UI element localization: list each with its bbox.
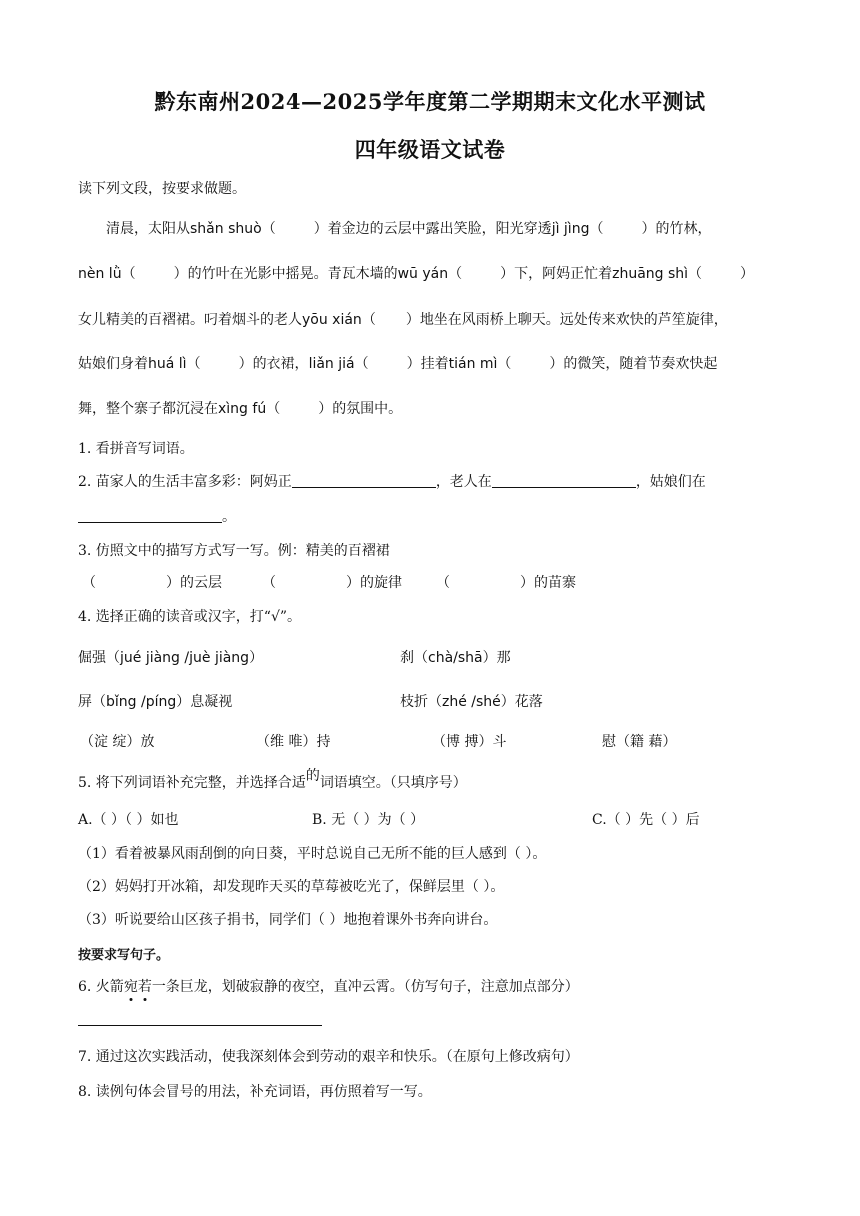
q4-item-2[interactable]: 刹（chà/shā）那: [400, 650, 511, 666]
question-text: ，姑娘们在: [635, 474, 706, 490]
dotted-char: 若: [138, 976, 152, 996]
pinyin: liǎn jiá: [308, 356, 355, 372]
passage-text: 姑娘们身着: [78, 356, 148, 372]
pinyin-choice[interactable]: chà/shā: [428, 650, 483, 666]
passage-text: 地坐在风雨桥上聊天。远处传来欢快的芦笙旋律，: [419, 312, 728, 328]
exam-title-line2: 四年级语文试卷: [354, 137, 506, 162]
q4-char-1[interactable]: （淀 绽）放: [80, 734, 155, 750]
question-4: 4. 选择正确的读音或汉字，打“√”。: [78, 609, 302, 625]
passage-text: 的竹叶在光影中摇晃。青瓦木墙的: [187, 266, 398, 282]
answer-line[interactable]: [78, 508, 222, 523]
question-5: [78, 768, 467, 792]
question-6: [78, 976, 579, 996]
passage-text: 挂着: [420, 356, 449, 372]
question-text: ，老人在: [435, 474, 492, 490]
q5-sentence-1: （1）看着被暴风雨刮倒的向日葵，平时总说自己无所不能的巨人感到（ ）。: [78, 846, 547, 862]
q3-blank-2[interactable]: （ ）的旋律: [262, 575, 402, 591]
pinyin: tián mì: [448, 356, 498, 372]
q4-char-2[interactable]: （维 唯）持: [256, 734, 331, 750]
question-text: 词语填空。（只填序号）: [319, 775, 467, 791]
q4-item-3[interactable]: 屏（bǐng /píng）息凝视: [78, 694, 233, 710]
q3-blank-1[interactable]: （ ）的云层: [82, 575, 222, 591]
passage-line-3: 女儿精美的百褶裙。叼着烟斗的老人yōu xián（ ）地坐在风雨桥上聊天。远处传来欢快的芦笙旋律，: [78, 312, 728, 328]
q5-sentence-3: （3）听说要给山区孩子捐书，同学们（ ）地抱着课外书奔向讲台。: [78, 912, 498, 928]
pinyin: yōu xián: [302, 312, 362, 328]
passage-line-1: 清晨，太阳从shǎn shuò（ ）着金边的云层中露出笑脸，阳光穿透jì jìng（ ）的竹林，: [106, 221, 712, 237]
pinyin: shǎn shuò: [190, 221, 262, 237]
q5-option-b[interactable]: B. 无（ ）为（ ）: [312, 812, 425, 828]
question-2-cont: [78, 506, 236, 526]
q3-blank-3[interactable]: （ ）的苗寨: [436, 575, 576, 591]
question-7: 7. 通过这次实践活动，使我深刻体会到劳动的艰辛和快乐。（在原句上修改病句）: [78, 1049, 579, 1065]
passage-text: 清晨，太阳从: [106, 221, 190, 237]
question-text: 。: [222, 509, 236, 525]
q6-answer-line[interactable]: [78, 1025, 322, 1026]
q3-item-label: 的云层: [180, 575, 222, 591]
question-2: [78, 471, 706, 491]
question-8: 8. 读例句体会冒号的用法，补充词语，再仿照着写一写。: [78, 1084, 432, 1100]
passage-text: 下，阿妈正忙着: [514, 266, 613, 282]
passage-text: 女儿精美的百褶裙。叼着烟斗的老人: [78, 312, 302, 328]
superscript-char: 的: [305, 768, 320, 784]
passage-text: 的氛围中。: [332, 401, 403, 417]
passage-text: 的微笑，随着节奏欢快起: [563, 356, 718, 372]
q4-char-4[interactable]: 慰（籍 藉）: [602, 734, 677, 750]
question-text: 5. 将下列词语补充完整，并选择合适: [78, 775, 306, 791]
question-1: 1. 看拼音写词语。: [78, 441, 194, 457]
passage-text: 着金边的云层中露出笑脸，阳光穿透: [327, 221, 552, 237]
question-3: 3. 仿照文中的描写方式写一写。例：精美的百褶裙: [78, 543, 390, 559]
passage-text: 的衣裙，: [252, 356, 309, 372]
pinyin: nèn lǜ: [78, 266, 122, 282]
answer-line[interactable]: [292, 473, 436, 488]
pinyin: jì jìng: [551, 221, 590, 237]
q5-option-c[interactable]: C.（ ）先（ ）后: [592, 812, 700, 828]
q4-item-4[interactable]: 枝折（zhé /shé）花落: [400, 694, 543, 710]
passage-line-2: nèn lǜ（ ）的竹叶在光影中摇晃。青瓦木墙的wū yán（ ）下，阿妈正忙着zhuāng shì（ ）: [78, 266, 755, 282]
pinyin: zhuāng shì: [612, 266, 689, 282]
q4-char-3[interactable]: （博 搏）斗: [432, 734, 507, 750]
pinyin-choice[interactable]: zhé /shé: [442, 694, 501, 710]
q4-item-1[interactable]: 倔强（jué jiàng /juè jiàng）: [78, 650, 264, 666]
passage-text: 舞，整个寨子都沉浸在: [78, 401, 218, 417]
pinyin: huá lì: [148, 356, 187, 372]
q3-item-label: 的旋律: [360, 575, 402, 591]
question-text: 一条巨龙，划破寂静的夜空，直冲云霄。（仿写句子，注意加点部分）: [151, 979, 579, 995]
passage-text: 的竹林，: [655, 221, 712, 237]
pinyin: wū yán: [397, 266, 449, 282]
exam-title-line1: 黔东南州2024—2025学年度第二学期期末文化水平测试: [154, 89, 706, 114]
dotted-char: 宛: [124, 976, 138, 996]
passage-line-5: 舞，整个寨子都沉浸在xìng fú（ ）的氛围中。: [78, 401, 403, 417]
instructions: 读下列文段，按要求做题。: [78, 181, 246, 197]
q3-item-label: 的苗寨: [534, 575, 576, 591]
passage-line-4: 姑娘们身着huá lì（ ）的衣裙，liǎn jiá（ ）挂着tián mì（ ）的微笑，随着节奏欢快起: [78, 356, 718, 372]
question-text: 6. 火箭: [78, 979, 124, 995]
question-text: 2. 苗家人的生活丰富多彩：阿妈正: [78, 474, 292, 490]
answer-line[interactable]: [492, 473, 636, 488]
pinyin-choice[interactable]: bǐng /píng: [106, 694, 177, 710]
section-heading: 按要求写句子。: [78, 948, 170, 963]
pinyin-choice[interactable]: jué jiàng /juè jiàng: [120, 650, 250, 666]
q5-sentence-2: （2）妈妈打开冰箱，却发现昨天买的草莓被吃光了，保鲜层里（ ）。: [78, 879, 505, 895]
q5-option-a[interactable]: A.（ ）（ ）如也: [78, 812, 179, 828]
pinyin: xìng fú: [218, 401, 267, 417]
